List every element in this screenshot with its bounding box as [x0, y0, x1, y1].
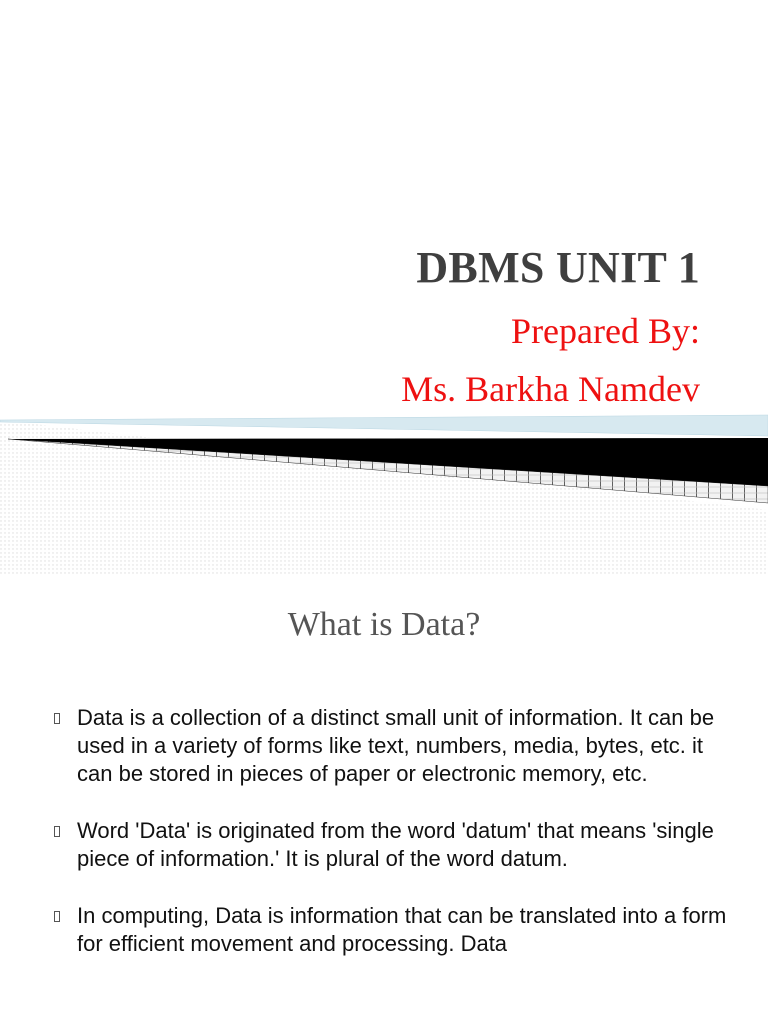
light-blue-band	[0, 415, 768, 436]
bullet-text: In computing, Data is information that can be translated into a form for efficient movement and processing. Data	[77, 903, 727, 956]
bullet-text: Data is a collection of a distinct small unit of information. It can be used in a variety of forms like text, numbers, media, bytes, etc. it can be stored in pieces of paper or electronic memory, etc.	[77, 705, 715, 786]
square-bullet-icon	[54, 713, 60, 724]
slide-title: DBMS UNIT 1	[416, 243, 700, 292]
decorative-bands	[0, 400, 768, 576]
bullet-text: Word 'Data' is originated from the word 'datum' that means 'single piece of information.' It is plural of the word datum.	[77, 818, 714, 871]
bullet-list	[50, 704, 730, 987]
subtitle-prepared-by: Prepared By:	[511, 311, 700, 351]
subtitle-author: Ms. Barkha Namdev	[401, 369, 700, 409]
square-bullet-icon	[54, 911, 60, 922]
bullet-item	[50, 817, 730, 873]
bullet-item	[50, 902, 730, 958]
square-bullet-icon	[54, 826, 60, 837]
bullet-item	[50, 704, 730, 788]
content-slide	[0, 576, 768, 1024]
content-heading: What is Data?	[287, 606, 481, 643]
